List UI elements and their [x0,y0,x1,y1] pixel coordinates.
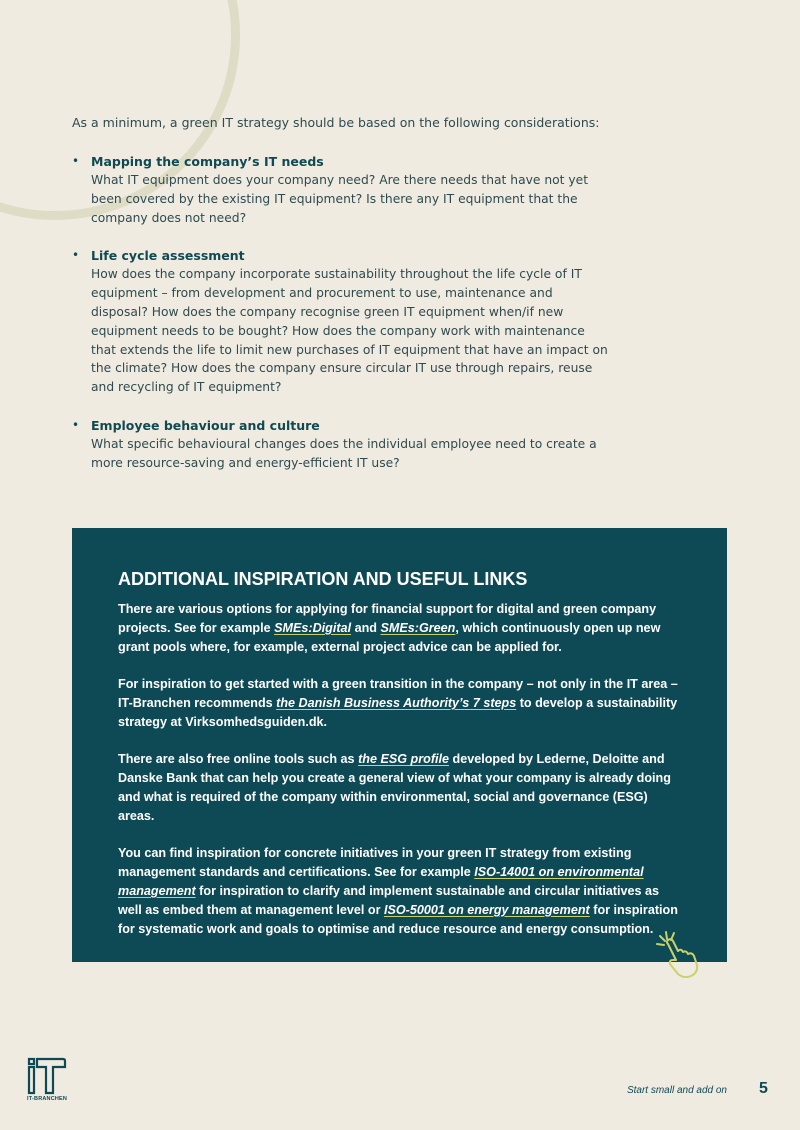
bullet-title: Employee behaviour and culture [91,417,320,433]
box-paragraph [118,750,681,825]
bullet-icon: • [72,248,80,263]
text-segment: to develop a sustainability strategy at Virksomhedsguiden.dk. [118,695,678,729]
box-paragraph [118,844,681,938]
smes-digital-link[interactable]: SMEs:Digital [274,620,352,635]
main-content [72,113,612,492]
seven-steps-link[interactable]: the Danish Business Authority’s 7 steps [276,695,517,710]
bullet-text: How does the company incorporate sustainability throughout the life cycle of IT equipment – from development and procurement to use, maintenance and disposal? How does the company recognise green IT equipment when/if new equipment needs to be bought? How does the company work with maintenance that extends the life to limit new purchases of IT equipment that have an impact on the climate? How does the company ensure circular IT use through repairs, reuse and recycling of IT equipment? [91,267,608,395]
considerations-list [72,152,612,473]
logo-text: IT-BRANCHEN [27,1096,68,1102]
text-segment: For inspiration to get started with a green transition in the company – not only in the IT area – IT-Branchen recommends [118,677,678,710]
box-paragraph [118,675,681,731]
smes-green-link[interactable]: SMEs:Green [380,620,456,635]
list-item [72,246,612,397]
text-segment: for inspiration to clarify and implement sustainable and circular initiatives as well as embed them at management level or [118,883,659,917]
text-segment: and [351,620,381,635]
text-segment: for inspiration for systematic work and goals to optimise and reduce resource and energy consumption. [118,902,678,936]
box-heading: ADDITIONAL INSPIRATION AND USEFUL LINKS [118,569,528,589]
bullet-title: Life cycle assessment [91,248,245,264]
text-segment: , which continuously open up new grant pools where, for example, external project advice can be applied for. [118,620,661,654]
list-item [72,416,612,473]
pointing-hand-icon [656,930,700,980]
text-segment: developed by Lederne, Deloitte and Danske Bank that can help you create a general view of what your company is already doing and what is required of the company within environmental, social and governance (ESG) areas. [118,752,671,823]
inspiration-box [72,528,727,962]
text-segment: You can find inspiration for concrete initiatives in your green IT strategy from existing management standards and certifications. See for example [118,846,632,880]
esg-profile-link[interactable]: the ESG profile [358,752,450,767]
bullet-icon: • [72,417,80,432]
bullet-icon: • [72,154,80,168]
list-item [72,152,612,227]
text-segment: There are also free online tools such as [118,752,359,767]
iso-50001-link[interactable]: ISO-50001 on energy management [383,902,590,917]
bullet-text: What specific behavioural changes does the individual employee need to create a more resource-saving and energy-efficient IT use? [91,436,597,470]
box-paragraph [118,600,681,656]
text-segment: There are various options for applying for financial support for digital and green company projects. See for example [118,602,657,635]
bullet-text: What IT equipment does your company need? Are there needs that have not yet been covered by the existing IT equipment? Is there any IT equipment that the company does not need? [91,173,589,225]
page-number: 5 [759,1080,768,1097]
intro-text: As a minimum, a green IT strategy should be based on the following considerations: [72,115,600,130]
iso-14001-link[interactable]: ISO-14001 on environmental management [118,865,644,898]
footer-tagline: Start small and add on [626,1085,727,1096]
bullet-title: Mapping the company’s IT needs [91,154,324,169]
